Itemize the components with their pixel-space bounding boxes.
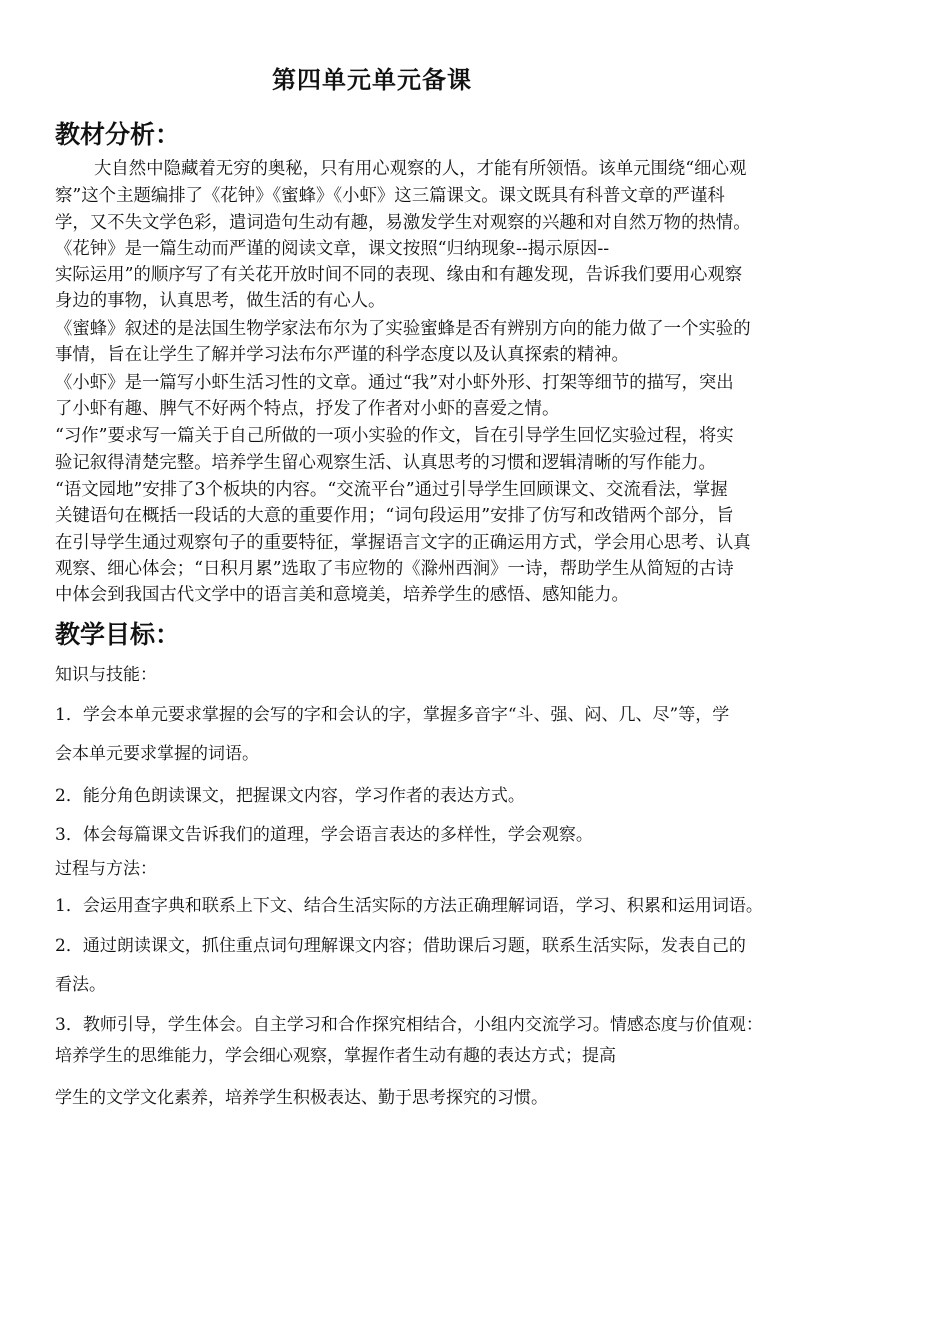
paragraph-line: 关键语句在概括一段话的大意的重要作用；“词句段运用”安排了仿写和改错两个部分，旨 <box>55 506 734 526</box>
subsection-label: 过程与方法： <box>55 859 157 879</box>
paragraph-line: 《蜜蜂》叙述的是法国生物学家法布尔为了实验蜜蜂是否有辨别方向的能力做了一个实验的 <box>55 319 751 339</box>
paragraph-line: 实际运用”的顺序写了有关花开放时间不同的表现、缘由和有趣发现，告诉我们要用心观察 <box>55 265 743 285</box>
section-heading-objectives: 教学目标： <box>55 620 181 649</box>
paragraph-line: 《花钟》是一篇生动而严谨的阅读文章，课文按照“归纳现象--揭示原因-- <box>55 239 610 259</box>
paragraph-line: 学，又不失文学色彩，遣词造句生动有趣，易激发学生对观察的兴趣和对自然万物的热情。 <box>55 213 751 233</box>
objective-line: 2．通过朗读课文，抓住重点词句理解课文内容；借助课后习题，联系生活实际，发表自己的 <box>55 936 746 956</box>
paragraph-line: 验记叙得清楚完整。培养学生留心观察生活、认真思考的习惯和逻辑清晰的写作能力。 <box>55 453 716 473</box>
objective-line: 3．体会每篇课文告诉我们的道理，学会语言表达的多样性，学会观察。 <box>55 825 593 845</box>
paragraph-line: 了小虾有趣、脾气不好两个特点，抒发了作者对小虾的喜爱之情。 <box>55 399 560 419</box>
objective-line: 看法。 <box>55 975 106 995</box>
subsection-label: 知识与技能： <box>55 665 157 685</box>
objective-line: 3．教师引导，学生体会。自主学习和合作探究相结合，小组内交流学习。情感态度与价值观： <box>55 1015 763 1035</box>
paragraph-line: “语文园地”安排了3个板块的内容。“交流平台”通过引导学生回顾课文、交流看法，掌握 <box>55 480 728 500</box>
objective-line: 2．能分角色朗读课文，把握课文内容，学习作者的表达方式。 <box>55 786 525 806</box>
objective-line: 培养学生的思维能力，学会细心观察，掌握作者生动有趣的表达方式；提高 <box>55 1046 616 1066</box>
paragraph-line: 在引导学生通过观察句子的重要特征，掌握语言文字的正确运用方式，学会用心思考、认真 <box>55 533 751 553</box>
paragraph-line: 事情，旨在让学生了解并学习法布尔严谨的科学态度以及认真探索的精神。 <box>55 345 629 365</box>
objective-line: 1．学会本单元要求掌握的会写的字和会认的字，掌握多音字“斗、强、闷、几、尽”等，学 <box>55 705 730 725</box>
section-heading-analysis: 教材分析： <box>55 120 181 149</box>
paragraph-line: “习作”要求写一篇关于自己所做的一项小实验的作文，旨在引导学生回忆实验过程，将实 <box>55 426 734 446</box>
paragraph-line: 察”这个主题编排了《花钟》《蜜蜂》《小虾》这三篇课文。课文既具有科普文章的严谨科 <box>55 186 725 206</box>
paragraph-line: 中体会到我国古代文学中的语言美和意境美，培养学生的感悟、感知能力。 <box>55 585 629 605</box>
paragraph-line: 身边的事物，认真思考，做生活的有心人。 <box>55 291 386 311</box>
objective-line: 学生的文学文化素养，培养学生积极表达、勤于思考探究的习惯。 <box>55 1088 548 1108</box>
paragraph-line: 大自然中隐藏着无穷的奥秘，只有用心观察的人，才能有所领悟。该单元围绕“细心观 <box>94 159 747 179</box>
objective-line: 1．会运用查字典和联系上下文、结合生活实际的方法正确理解词语，学习、积累和运用词语。 <box>55 896 763 916</box>
paragraph-line: 观察、细心体会；“日积月累”选取了韦应物的《滁州西涧》一诗，帮助学生从简短的古诗 <box>55 559 734 579</box>
objective-line: 会本单元要求掌握的词语。 <box>55 744 259 764</box>
document-title: 第四单元单元备课 <box>272 66 472 94</box>
paragraph-line: 《小虾》是一篇写小虾生活习性的文章。通过“我”对小虾外形、打架等细节的描写，突出 <box>55 373 734 393</box>
